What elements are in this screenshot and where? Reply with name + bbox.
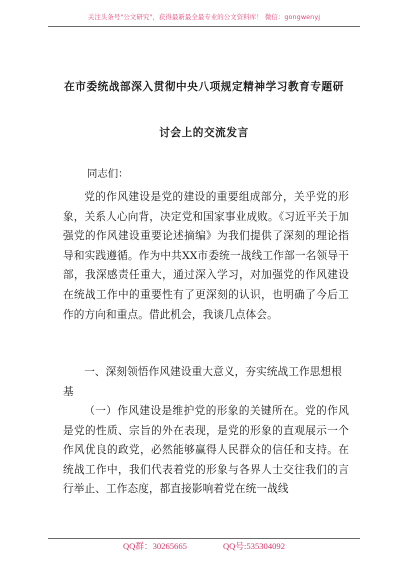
document-title-line-2: 讨会上的交流发言 (159, 127, 249, 139)
qq-group-label: QQ群：30265665 (122, 541, 187, 551)
footer-divider (48, 538, 360, 539)
header-divider (48, 26, 360, 27)
document-title-line-1: 在市委统战部深入贯彻中央八项规定精神学习教育专题研 (64, 81, 344, 93)
salutation: 同志们： (87, 168, 129, 180)
body-paragraph-2: （一）作风建设是维护党的形象的关键所在。党的作风是党的性质、宗旨的外在表现，是党的形象的直观展示一个作风优良的政党，必然能够赢得人民群众的信任和支持。在统战工作中，我们代表着党的形象与各界人士交往我们的言行举止、工作态度，都直接影响着党在统一战线 (63, 405, 349, 496)
header-note: 关注头条号"公文研究"，获得最新最全最专业的公文资料库！ 微信：gongwenyj (87, 13, 321, 21)
qq-number-label: QQ号:535304092 (222, 541, 286, 551)
body-paragraph-1: 党的作风建设是党的建设的重要组成部分，关乎党的形象，关系人心向背，决定党和国家事业成败。《习近平关于加强党的作风建设重要论述摘编》为我们提供了深刻的理论指导和实践遵循。作为中共XX市委统一战线工作部一名领导干部，我深感责任重大，通过深入学习，对加强党的作风建设在统战工作中的重要性有了更深刻的认识，也明确了今后工作的方向和重点。借此机会，我谈几点体会。 (63, 191, 349, 321)
section-heading-1: 一、深刻领悟作风建设重大意义，夯实统战工作思想根基 (63, 366, 343, 398)
footer-contacts (0, 540, 408, 552)
